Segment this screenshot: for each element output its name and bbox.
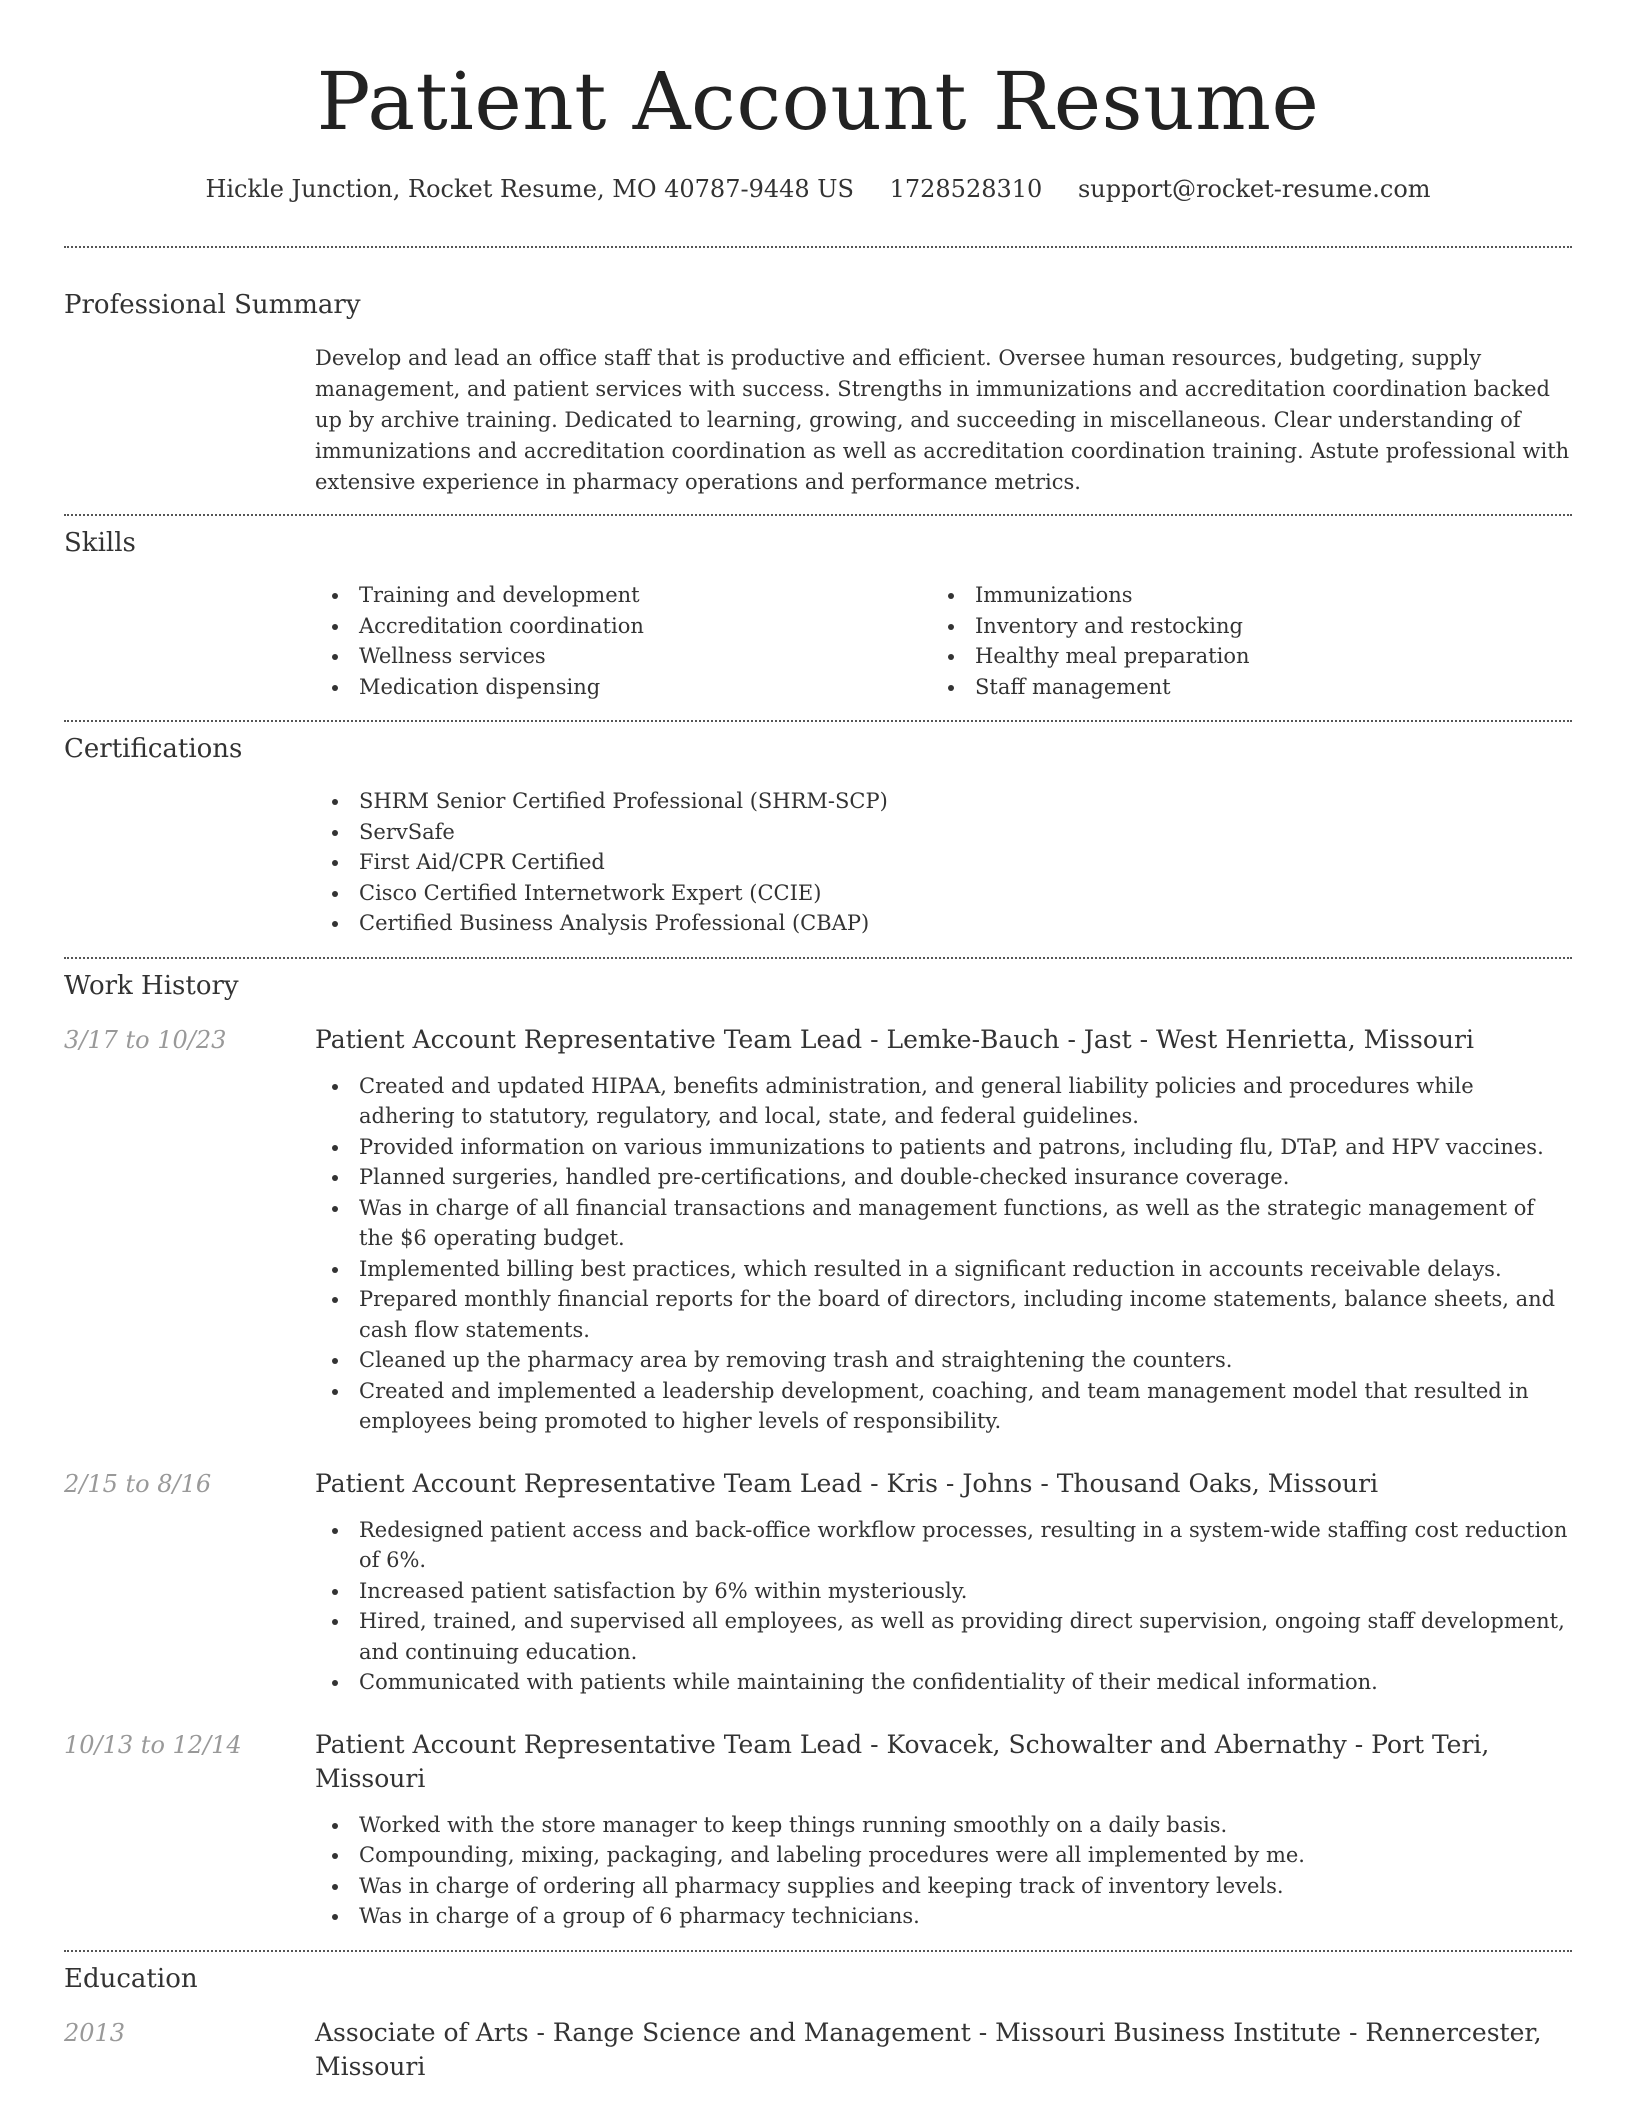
job-date: 3/17 to 10/23 bbox=[64, 1025, 227, 1054]
job-bullets bbox=[315, 1515, 1570, 1698]
skill-item: Inventory and restocking bbox=[931, 611, 1547, 642]
work-history-section bbox=[64, 959, 1572, 1932]
job-bullets bbox=[315, 1810, 1570, 1932]
job-bullet: Implemented billing best practices, which resulted in a significant reduction in accounts receivable delays. bbox=[315, 1254, 1570, 1285]
job-bullet: Redesigned patient access and back-office workflow processes, resulting in a system-wide staffing cost reduction of 6%. bbox=[315, 1515, 1570, 1576]
job-title: Patient Account Representative Team Lead - Kovacek, Schowalter and Abernathy - Port Teri, Missouri bbox=[315, 1729, 1490, 1793]
education-heading: Education bbox=[64, 1963, 198, 1994]
resume-page bbox=[64, 0, 1572, 2084]
certification-item: First Aid/CPR Certified bbox=[315, 847, 1570, 878]
job-bullet: Hired, trained, and supervised all employees, as well as providing direct supervision, ongoing staff development, and continuing education. bbox=[315, 1606, 1570, 1667]
summary-section bbox=[64, 248, 1572, 498]
job-entry bbox=[64, 1023, 1572, 1437]
skill-item: Accreditation coordination bbox=[315, 611, 931, 642]
education-date: 2013 bbox=[64, 2018, 126, 2047]
certifications-section bbox=[64, 722, 1572, 939]
contact-email: support@rocket-resume.com bbox=[1077, 175, 1431, 203]
contact-line bbox=[64, 174, 1572, 204]
certification-item: ServSafe bbox=[315, 817, 1570, 848]
skills-list-right bbox=[931, 580, 1547, 702]
work-history-heading: Work History bbox=[64, 970, 239, 1001]
skill-item: Medication dispensing bbox=[315, 672, 931, 703]
skill-item: Healthy meal preparation bbox=[931, 641, 1547, 672]
job-bullet: Was in charge of a group of 6 pharmacy technicians. bbox=[315, 1901, 1570, 1932]
job-bullet: Increased patient satisfaction by 6% within mysteriously. bbox=[315, 1576, 1570, 1607]
skill-item: Staff management bbox=[931, 672, 1547, 703]
job-bullet: Prepared monthly financial reports for the board of directors, including income statements, balance sheets, and cash flow statements. bbox=[315, 1284, 1570, 1345]
job-bullet: Was in charge of all financial transactions and management functions, as well as the strategic management of the $6 operating budget. bbox=[315, 1193, 1570, 1254]
job-bullet: Compounding, mixing, packaging, and labeling procedures were all implemented by me. bbox=[315, 1840, 1570, 1871]
job-entry bbox=[64, 1467, 1572, 1698]
certifications-list bbox=[315, 786, 1570, 939]
job-bullet: Planned surgeries, handled pre-certifications, and double-checked insurance coverage. bbox=[315, 1162, 1570, 1193]
job-date: 10/13 to 12/14 bbox=[64, 1730, 242, 1759]
contact-phone: 1728528310 bbox=[889, 175, 1043, 203]
job-title: Patient Account Representative Team Lead - Kris - Johns - Thousand Oaks, Missouri bbox=[315, 1468, 1379, 1498]
certification-item: SHRM Senior Certified Professional (SHRM-SCP) bbox=[315, 786, 1570, 817]
skill-item: Training and development bbox=[315, 580, 931, 611]
skill-item: Immunizations bbox=[931, 580, 1547, 611]
job-bullet: Worked with the store manager to keep things running smoothly on a daily basis. bbox=[315, 1810, 1570, 1841]
job-date: 2/15 to 8/16 bbox=[64, 1469, 212, 1498]
job-bullet: Was in charge of ordering all pharmacy supplies and keeping track of inventory levels. bbox=[315, 1871, 1570, 1902]
education-title: Associate of Arts - Range Science and Management - Missouri Business Institute - Rennercester, Missouri bbox=[315, 2017, 1542, 2081]
job-bullet: Created and implemented a leadership development, coaching, and team management model that resulted in employees being promoted to higher levels of responsibility. bbox=[315, 1376, 1570, 1437]
job-bullet: Created and updated HIPAA, benefits administration, and general liability policies and procedures while adhering to statutory, regulatory, and local, state, and federal guidelines. bbox=[315, 1071, 1570, 1132]
job-bullets bbox=[315, 1071, 1570, 1437]
certification-item: Cisco Certified Internetwork Expert (CCIE) bbox=[315, 878, 1570, 909]
certifications-heading: Certifications bbox=[64, 734, 243, 764]
summary-text: Develop and lead an office staff that is productive and efficient. Oversee human resources, budgeting, supply management, and patient services with success. Strengths in immunizations and accreditation coordination backed up by archive training. Dedicated to learning, growing, and succeeding in miscellaneous. Clear understanding of immunizations and accreditation coordination as well as accreditation coordination training. Astute professional with extensive experience in pharmacy operations and performance metrics. bbox=[315, 346, 1570, 494]
job-bullet: Provided information on various immunizations to patients and patrons, including flu, DTaP, and HPV vaccines. bbox=[315, 1132, 1570, 1163]
skills-heading: Skills bbox=[64, 528, 136, 558]
contact-address: Hickle Junction, Rocket Resume, MO 40787-9448 US bbox=[205, 175, 854, 203]
certification-item: Certified Business Analysis Professional (CBAP) bbox=[315, 908, 1570, 939]
education-section bbox=[64, 1952, 1572, 2084]
skills-section bbox=[64, 516, 1572, 702]
job-entry bbox=[64, 1728, 1572, 1932]
job-bullet: Communicated with patients while maintaining the confidentiality of their medical information. bbox=[315, 1667, 1570, 1698]
job-bullet: Cleaned up the pharmacy area by removing trash and straightening the counters. bbox=[315, 1345, 1570, 1376]
skills-list-left bbox=[315, 580, 931, 702]
job-title: Patient Account Representative Team Lead - Lemke-Bauch - Jast - West Henrietta, Missouri bbox=[315, 1024, 1474, 1054]
education-entry bbox=[64, 2016, 1572, 2084]
page-title: Patient Account Resume bbox=[316, 55, 1320, 148]
summary-heading: Professional Summary bbox=[64, 290, 361, 320]
skill-item: Wellness services bbox=[315, 641, 931, 672]
